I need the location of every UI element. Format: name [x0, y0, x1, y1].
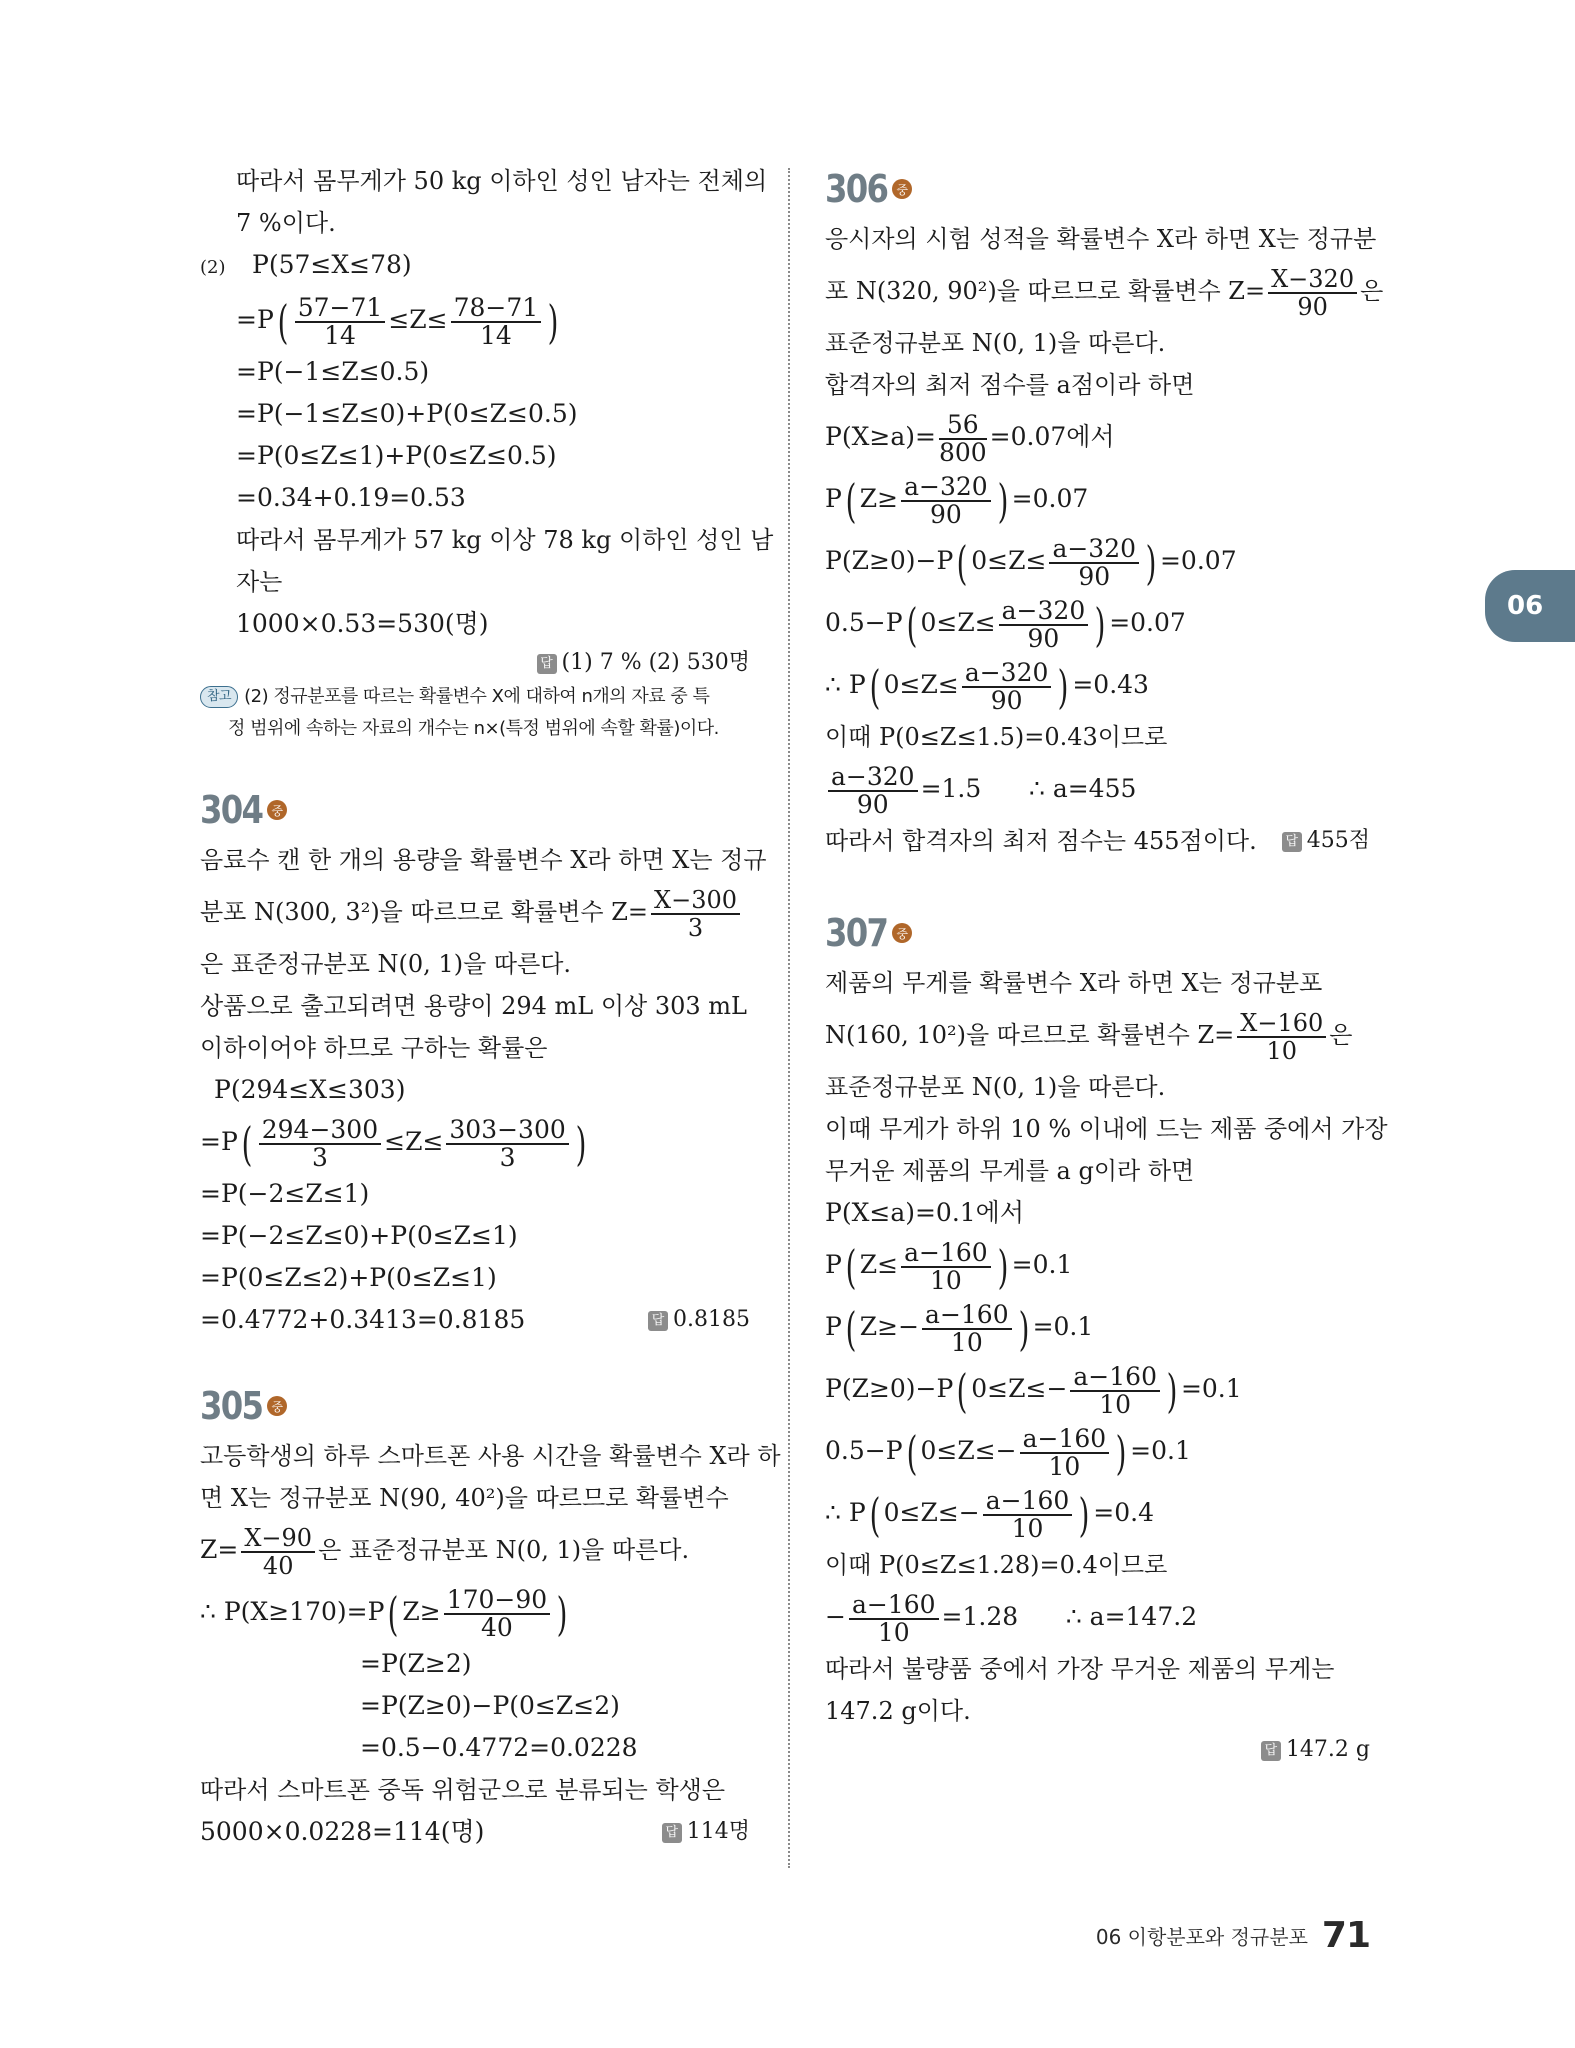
math-answer-line	[200, 1811, 750, 1853]
math-mid: 0≤Z≤	[920, 608, 996, 637]
answer-text: 114명	[686, 1819, 750, 1844]
fraction	[1070, 1361, 1160, 1419]
math-prefix: P(Z≥0)−P	[825, 546, 954, 575]
fraction	[999, 595, 1089, 653]
denominator: 40	[481, 1612, 513, 1642]
math-line: =0.5−0.4772=0.0228	[360, 1733, 638, 1762]
math-prefix: Z=	[200, 1535, 239, 1564]
math-tail: =1.28 ∴ a=147.2	[941, 1602, 1198, 1631]
denominator: 14	[479, 320, 512, 350]
difficulty-badge: 중	[892, 179, 912, 199]
right-column	[825, 160, 1388, 1768]
text-segment: 분포 N(300, 3²)을 따르므로 확률변수 Z=	[200, 898, 649, 926]
fraction	[1268, 266, 1357, 320]
math-line: =P(0≤Z≤2)+P(0≤Z≤1)	[200, 1263, 497, 1292]
math-answer-line	[200, 1299, 750, 1341]
fraction	[901, 1237, 991, 1295]
text-line: 이때 P(0≤Z≤1.5)=0.43이므로	[825, 723, 1168, 751]
numerator: a−320	[1049, 536, 1139, 564]
text-answer-line	[825, 820, 1370, 862]
text-line: 147.2 g이다.	[825, 1697, 971, 1725]
problem-header-307	[825, 904, 1370, 962]
math-mid: Z≥	[859, 484, 899, 513]
fraction	[1020, 1423, 1110, 1481]
answer-305	[662, 1811, 750, 1853]
math-fraction-line: P( Z≤ $\frac{a-160}{10}$ ) =0.1	[825, 1237, 1073, 1295]
text-line: 이하이어야 하므로 구하는 확률은	[200, 1034, 548, 1062]
math-fraction-line	[825, 1004, 1370, 1066]
answer-text: 455점	[1306, 828, 1370, 853]
subproblem-2	[200, 244, 750, 289]
fraction	[962, 657, 1052, 715]
text-line: 고등학생의 하루 스마트폰 사용 시간을 확률변수 X라 하	[200, 1442, 781, 1470]
denominator: 90	[929, 499, 962, 529]
fraction	[1237, 1010, 1326, 1064]
math-line: P(57≤X≤78)	[252, 250, 412, 279]
denominator: 10	[1266, 1036, 1298, 1065]
text-line: 따라서 몸무게가 50 kg 이하인 성인 남자는 전체의	[236, 167, 768, 195]
numerator: a−160	[922, 1302, 1012, 1330]
numerator: 78−71	[451, 295, 542, 323]
math-line: =P(Z≥0)−P(0≤Z≤2)	[360, 1691, 620, 1720]
math-mid: ≤Z≤	[384, 1127, 444, 1156]
math-fraction-line	[825, 260, 1384, 322]
math-prefix: −	[825, 1602, 846, 1631]
denominator: 90	[990, 685, 1023, 715]
math-fraction-line: P( Z≥ $\frac{a-320}{90}$ ) =0.07	[825, 471, 1089, 529]
math-tail: =0.07	[1109, 608, 1186, 637]
math-line: =P(−2≤Z≤1)	[200, 1179, 370, 1208]
math-mid: 0≤Z≤−	[920, 1436, 1017, 1465]
fraction	[983, 1485, 1073, 1543]
numerator: X−160	[1237, 1010, 1326, 1038]
fraction	[446, 1114, 568, 1172]
answer-text: (1) 7 % (2) 530명	[561, 650, 750, 675]
math-mid: 0≤Z≤	[883, 670, 959, 699]
math-line: =0.4772+0.3413=0.8185	[200, 1305, 526, 1334]
answer-mark-icon: 답	[662, 1823, 682, 1843]
answer-304	[648, 1299, 750, 1341]
math-prefix: =P	[200, 1127, 238, 1156]
text-segment: 은 표준정규분포 N(0, 1)을 따른다.	[318, 1536, 690, 1564]
math-fraction-line: =P( $\frac{294-300}{3}$ ≤Z≤ $\frac{303-300}{3}$ )	[200, 1114, 587, 1172]
math-prefix: ∴ P(X≥170)=P	[200, 1597, 385, 1626]
math-tail: =0.1	[1180, 1374, 1242, 1403]
math-fraction-line: 0.5−P( 0≤Z≤− $\frac{a-160}{10}$ ) =0.1	[825, 1423, 1191, 1481]
math-line: 1000×0.53=530(명)	[236, 609, 489, 638]
denominator: 40	[262, 1551, 294, 1580]
denominator: 10	[1099, 1389, 1132, 1419]
denominator: 14	[324, 320, 356, 350]
note-line: 정 범위에 속하는 자료의 개수는 n×(특정 범위에 속할 확률)이다.	[228, 718, 719, 739]
fraction	[1049, 533, 1139, 591]
problem-number: 304	[200, 788, 263, 832]
denominator: 10	[1011, 1513, 1044, 1543]
math-mid: 0≤Z≤−	[883, 1498, 980, 1527]
math-fraction-line	[825, 758, 1370, 820]
text-line: 표준정규분포 N(0, 1)을 따른다.	[825, 1073, 1166, 1101]
text-line: 응시자의 시험 성적을 확률변수 X라 하면 X는 정규분	[825, 225, 1377, 253]
text-line: 표준정규분포 N(0, 1)을 따른다.	[825, 329, 1166, 357]
math-fraction-line	[825, 1586, 1370, 1648]
difficulty-badge: 중	[892, 923, 912, 943]
denominator: 800	[938, 437, 987, 467]
math-fraction-line: P( Z≥− $\frac{a-160}{10}$ ) =0.1	[825, 1299, 1094, 1357]
math-mid: Z≥−	[859, 1312, 920, 1341]
math-tail: =0.4	[1093, 1498, 1155, 1527]
text-line: 따라서 합격자의 최저 점수는 455점이다.	[825, 827, 1257, 855]
problem-number: 306	[825, 167, 888, 211]
problem-number: 307	[825, 911, 888, 955]
fraction	[922, 1299, 1012, 1357]
numerator: X−300	[651, 887, 740, 915]
answer-307	[825, 1732, 1370, 1768]
numerator: a−160	[1020, 1426, 1110, 1454]
math-mid: ≤Z≤	[388, 305, 448, 334]
difficulty-badge: 중	[267, 800, 287, 820]
text-segment: 은	[1329, 1021, 1353, 1049]
math-fraction-line: ∴ P( 0≤Z≤ $\frac{a-320}{90}$ ) =0.43	[825, 657, 1149, 715]
denominator: 10	[929, 1265, 962, 1295]
denominator: 3	[687, 913, 704, 942]
math-fraction-line: ∴ P( 0≤Z≤− $\frac{a-160}{10}$ ) =0.4	[825, 1485, 1155, 1543]
text-line: 이때 P(0≤Z≤1.28)=0.4이므로	[825, 1551, 1168, 1579]
answer-text: 0.8185	[673, 1307, 750, 1332]
numerator: X−320	[1268, 266, 1357, 294]
answer-mark-icon: 답	[1261, 1741, 1281, 1761]
text-line: 따라서 몸무게가 57 kg 이상 78 kg 이하인 성인 남	[236, 526, 774, 554]
subproblem-label: (2)	[200, 257, 226, 278]
answer-mark-icon: 답	[537, 654, 557, 674]
denominator: 90	[856, 789, 889, 819]
math-mid: 0≤Z≤−	[971, 1374, 1068, 1403]
problem-header-305	[200, 1377, 750, 1435]
answer-mark-icon: 답	[1282, 832, 1302, 852]
numerator: a−320	[962, 660, 1052, 688]
math-mid: Z≤	[859, 1250, 899, 1279]
numerator: a−160	[849, 1592, 939, 1620]
numerator: a−320	[901, 474, 991, 502]
math-tail: =0.1	[1032, 1312, 1094, 1341]
math-fraction-line: P(Z≥0)−P( 0≤Z≤− $\frac{a-160}{10}$ ) =0.1	[825, 1361, 1242, 1419]
math-line: =0.34+0.19=0.53	[236, 483, 466, 512]
math-prefix: 0.5−P	[825, 1436, 903, 1465]
text-line: 제품의 무게를 확률변수 X라 하면 X는 정규분포	[825, 969, 1323, 997]
text-segment: 포 N(320, 90²)을 따르므로 확률변수 Z=	[825, 277, 1266, 305]
denominator: 3	[311, 1142, 328, 1172]
text-segment: 은	[1360, 277, 1384, 305]
math-tail: =1.5 ∴ a=455	[920, 774, 1137, 803]
problem-header-304	[200, 781, 750, 839]
note-block	[200, 681, 750, 745]
math-tail: =0.07에서	[989, 422, 1115, 451]
text-line: 음료수 캔 한 개의 용량을 확률변수 X라 하면 X는 정규	[200, 846, 767, 874]
math-fraction-line: P(Z≥0)−P( 0≤Z≤ $\frac{a-320}{90}$ ) =0.07	[825, 533, 1237, 591]
fraction	[651, 887, 740, 941]
fraction	[451, 292, 542, 350]
text-line: 합격자의 최저 점수를 a점이라 하면	[825, 371, 1195, 399]
fraction	[295, 292, 386, 350]
numerator: 303−300	[446, 1117, 568, 1145]
math-fraction-line: ∴ P(X≥170)=P( Z≥ $\frac{170-90}{40}$ )	[200, 1584, 568, 1642]
note-badge: 참고	[200, 686, 238, 708]
fraction	[901, 471, 991, 529]
math-line: =P(−1≤Z≤0.5)	[236, 357, 430, 386]
math-prefix: =P	[236, 305, 274, 334]
text-line: 따라서 스마트폰 중독 위험군으로 분류되는 학생은	[200, 1776, 726, 1804]
math-line: 5000×0.0228=114(명)	[200, 1817, 485, 1846]
fraction	[241, 1525, 315, 1579]
text-line: 무거운 제품의 무게를 a g이라 하면	[825, 1157, 1195, 1185]
math-fraction-line	[825, 406, 1370, 468]
numerator: 170−90	[444, 1587, 550, 1615]
fraction	[259, 1114, 381, 1172]
column-divider	[788, 168, 790, 1868]
numerator: 57−71	[295, 295, 386, 323]
math-prefix: P	[825, 1312, 842, 1341]
fraction	[444, 1584, 550, 1642]
math-line: =P(0≤Z≤1)+P(0≤Z≤0.5)	[236, 441, 557, 470]
math-prefix: P(Z≥0)−P	[825, 1374, 954, 1403]
math-fraction-line	[200, 1519, 750, 1581]
math-line: P(294≤X≤303)	[214, 1075, 406, 1104]
math-prefix: P	[825, 484, 842, 513]
fraction	[938, 409, 987, 467]
math-line: =P(Z≥2)	[360, 1649, 472, 1678]
numerator: a−160	[901, 1240, 991, 1268]
math-prefix: 0.5−P	[825, 608, 903, 637]
answer-text: 147.2 g	[1285, 1737, 1370, 1762]
numerator: a−320	[828, 764, 918, 792]
denominator: 90	[1027, 623, 1060, 653]
fraction	[828, 761, 918, 819]
problem-header-306	[825, 160, 1370, 218]
math-fraction-line: 0.5−P( 0≤Z≤ $\frac{a-320}{90}$ ) =0.07	[825, 595, 1186, 653]
math-tail: =0.07	[1159, 546, 1237, 575]
math-line: =P(−2≤Z≤0)+P(0≤Z≤1)	[200, 1221, 518, 1250]
math-mid: 0≤Z≤	[971, 546, 1047, 575]
math-prefix: P(X≥a)=	[825, 422, 936, 451]
footer-chapter-title: 06 이항분포와 정규분포	[1095, 1925, 1308, 1949]
numerator: a−160	[983, 1488, 1073, 1516]
denominator: 90	[1297, 292, 1328, 321]
page-footer	[1096, 1915, 1370, 1956]
text-line: 7 %이다.	[236, 209, 336, 237]
answer-303	[200, 645, 750, 681]
answer-306	[1282, 820, 1370, 862]
math-fraction-line	[200, 881, 750, 943]
numerator: 294−300	[259, 1117, 381, 1145]
math-prefix: P	[825, 1250, 842, 1279]
math-mid: Z≥	[402, 1597, 441, 1626]
text-line: 따라서 불량품 중에서 가장 무거운 제품의 무게는	[825, 1655, 1335, 1683]
math-prefix: ∴ P	[825, 1498, 866, 1527]
numerator: 56	[939, 412, 987, 440]
math-tail: =0.1	[1130, 1436, 1191, 1465]
numerator: a−320	[999, 598, 1089, 626]
math-tail: =0.1	[1011, 1250, 1073, 1279]
math-tail: =0.07	[1011, 484, 1089, 513]
text-line: 상품으로 출고되려면 용량이 294 mL 이상 303 mL	[200, 992, 747, 1020]
numerator: X−90	[241, 1525, 315, 1553]
text-segment: N(160, 10²)을 따르므로 확률변수 Z=	[825, 1021, 1235, 1049]
chapter-side-tab: 06	[1485, 570, 1575, 642]
page-number: 71	[1321, 1915, 1370, 1956]
text-line: 자는	[236, 568, 283, 596]
denominator: 10	[877, 1617, 910, 1647]
note-line: (2) 정규분포를 따르는 확률변수 X에 대하여 n개의 자료 중 특	[244, 686, 710, 707]
denominator: 90	[1078, 561, 1111, 591]
numerator: a−160	[1070, 1364, 1160, 1392]
math-line: P(X≤a)=0.1에서	[825, 1198, 1024, 1227]
problem-number: 305	[200, 1384, 263, 1428]
denominator: 10	[1048, 1451, 1081, 1481]
denominator: 3	[499, 1142, 516, 1172]
denominator: 10	[950, 1327, 983, 1357]
text-line: 이때 무게가 하위 10 % 이내에 드는 제품 중에서 가장	[825, 1115, 1388, 1143]
left-column	[200, 160, 781, 1853]
difficulty-badge: 중	[267, 1396, 287, 1416]
math-fraction-line: =P( $\frac{57-71}{14}$ ≤Z≤ $\frac{78-71}{14}$ )	[236, 292, 559, 350]
text-line: 은 표준정규분포 N(0, 1)을 따른다.	[200, 950, 572, 978]
math-tail: =0.43	[1072, 670, 1149, 699]
math-prefix: ∴ P	[825, 670, 866, 699]
math-line: =P(−1≤Z≤0)+P(0≤Z≤0.5)	[236, 399, 578, 428]
text-line: 면 X는 정규분포 N(90, 40²)을 따르므로 확률변수	[200, 1484, 729, 1512]
fraction	[849, 1589, 939, 1647]
answer-mark-icon: 답	[648, 1311, 668, 1331]
